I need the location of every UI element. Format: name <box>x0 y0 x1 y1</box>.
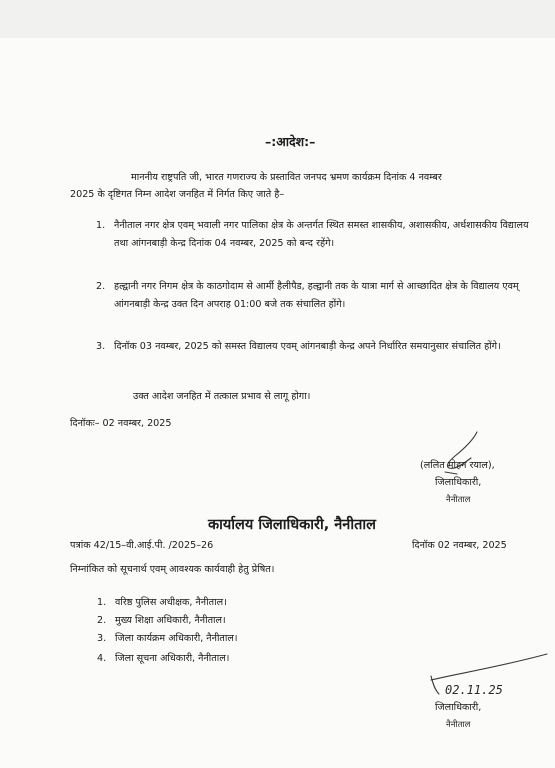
order-heading: –:आदेश:– <box>265 134 316 149</box>
recipient-item <box>97 652 397 666</box>
recipient-text: वरिष्ठ पुलिस अधीक्षक, नैनीताल। <box>115 597 227 608</box>
effect-line: उक्त आदेश जनहित में तत्काल प्रभाव से लागू होगा। <box>133 391 311 402</box>
recipient-item <box>97 596 397 610</box>
signatory-place: नैनीताल <box>446 495 471 505</box>
office-title: कार्यालय जिलाधिकारी, नैनीताल <box>208 517 376 533</box>
recipient-number: 2. <box>97 615 107 626</box>
recipient-number: 1. <box>97 597 107 608</box>
order-point-2 <box>96 280 536 330</box>
recipient-item <box>97 632 397 646</box>
point-text: हल्द्वानी नगर निगम क्षेत्र के काठगोदाम से आर्मी हैलीपैड, हल्द्वानी तक के यात्रा मार्ग से आच्छादित क्षेत्र के विद्यालय एवम् आंगनबाड़ी केन्द्र उक्त दिन अपराह 01:00 बजे तक संचालित होंगे। <box>114 281 519 310</box>
page-top-band <box>0 0 555 38</box>
signatory-title: जिलाधिकारी, <box>435 477 482 488</box>
point-text: नैनीताल नगर क्षेत्र एवम् भवाली नगर पालिका क्षेत्र के अन्तर्गत स्थित समस्त शासकीय, अशासकीय, अर्धशासकीय विद्यालय तथा आंगनबाड़ी केन्द्र दिनांक 04 नवम्बर, 2025 को बन्द रहेंगे। <box>114 220 529 249</box>
handwritten-date: 02.11.25 <box>445 683 503 697</box>
recipient-text: जिला सूचना अधिकारी, नैनीताल। <box>115 653 230 664</box>
recipient-number: 4. <box>97 653 107 664</box>
endorsement-date: दिनॉक 02 नवम्बर, 2025 <box>412 540 507 551</box>
order-point-1 <box>96 219 536 264</box>
order-date: दिनॉकः– 02 नवम्बर, 2025 <box>70 418 172 429</box>
recipient-item <box>97 614 397 628</box>
endorsement-signatory-title: जिलाधिकारी, <box>435 702 482 713</box>
order-point-3 <box>96 340 536 375</box>
point-number: 2. <box>96 281 106 292</box>
point-text: दिनॉक 03 नवम्बर, 2025 को समस्त विद्यालय एवम् आंगनबाड़ी केन्द्र अपने निर्धारित समयानुसार संचालित होंगे। <box>114 341 501 352</box>
point-number: 3. <box>96 341 106 352</box>
intro-line-1: माननीय राष्ट्रपति जी, भारत गणराज्य के प्रस्तावित जनपद भ्रमण कार्यक्रम दिनांक 4 नवम्बर <box>131 172 442 183</box>
forward-text: निम्नांकित को सूचनार्थ एवम् आवश्यक कार्यवाही हेतु प्रेषित। <box>70 564 275 575</box>
recipient-number: 3. <box>97 633 107 644</box>
recipient-text: जिला कार्यक्रम अधिकारी, नैनीताल। <box>115 633 238 644</box>
endorsement-signatory-place: नैनीताल <box>446 720 471 730</box>
point-number: 1. <box>96 220 106 231</box>
reference-number: पत्रांक 42/15–वी.आई.पी. /2025–26 <box>70 540 214 551</box>
signatory-name: (ललित मोहन रयाल), <box>420 460 495 471</box>
intro-line-2: 2025 के दृष्टिगत निम्न आदेश जनहित में निर्गत किए जाते है– <box>70 189 285 200</box>
recipient-text: मुख्य शिक्षा अधिकारी, नैनीताल। <box>115 615 226 626</box>
